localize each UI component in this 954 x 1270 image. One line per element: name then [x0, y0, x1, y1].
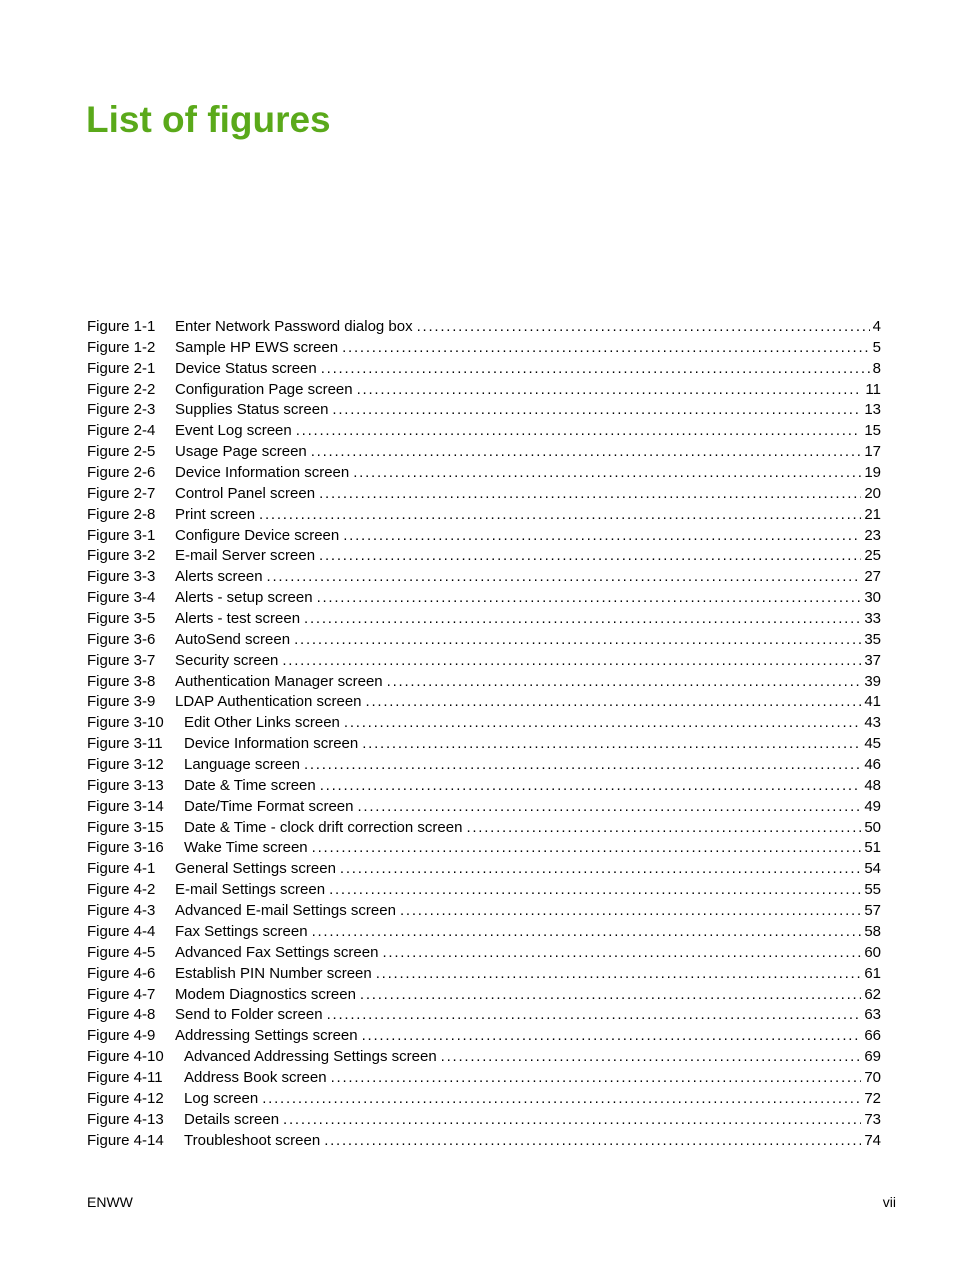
figure-page-number[interactable]: 69	[864, 1048, 881, 1066]
dot-leader	[282, 651, 861, 672]
footer-page-number: vii	[882, 1194, 896, 1210]
figure-entry[interactable]	[87, 505, 881, 526]
figure-page-number[interactable]: 45	[864, 735, 881, 753]
figure-entry[interactable]	[87, 776, 881, 797]
figure-entry[interactable]	[87, 380, 881, 401]
figure-label: Figure 4-5	[87, 943, 156, 961]
figure-page-number[interactable]: 20	[864, 484, 881, 502]
figure-title[interactable]: Details screen	[184, 1110, 280, 1128]
figure-entry[interactable]	[87, 1089, 881, 1110]
figure-label: Figure 4-11	[87, 1068, 163, 1086]
figure-page-number[interactable]: 58	[864, 922, 881, 940]
figure-title[interactable]: Usage Page screen	[175, 443, 307, 461]
figure-label: Figure 4-9	[87, 1027, 156, 1045]
figure-label: Figure 4-12	[87, 1089, 164, 1107]
figure-page-number[interactable]: 8	[872, 359, 881, 377]
figure-page-number[interactable]: 62	[864, 985, 881, 1003]
figure-page-number[interactable]: 39	[864, 672, 881, 690]
figure-title[interactable]: Wake Time screen	[184, 839, 308, 857]
figure-label: Figure 3-13	[87, 776, 164, 794]
figure-title[interactable]: Sample HP EWS screen	[175, 338, 339, 356]
dot-leader	[321, 359, 870, 380]
figure-page-number[interactable]: 17	[864, 443, 881, 461]
figure-title[interactable]: E-mail Settings screen	[175, 881, 326, 899]
dot-leader	[317, 588, 862, 609]
figure-label: Figure 3-14	[87, 797, 164, 815]
figure-label: Figure 3-5	[87, 610, 156, 628]
figure-label: Figure 3-16	[87, 839, 164, 857]
page-title: List of figures	[86, 99, 331, 140]
figure-label: Figure 3-12	[87, 756, 164, 774]
figure-label: Figure 3-11	[87, 735, 163, 753]
figure-title[interactable]: Advanced Fax Settings screen	[175, 943, 379, 961]
figure-entry[interactable]	[87, 317, 881, 338]
dot-leader	[294, 630, 861, 651]
figure-title[interactable]: Device Information screen	[175, 464, 350, 482]
figure-entry[interactable]	[87, 755, 881, 776]
dot-leader	[259, 505, 861, 526]
footer-left-text: ENWW	[87, 1194, 133, 1210]
figure-label: Figure 3-2	[87, 547, 156, 565]
figure-label: Figure 4-4	[87, 922, 156, 940]
figure-title[interactable]: Advanced E-mail Settings screen	[175, 902, 396, 920]
figure-label: Figure 3-3	[87, 568, 156, 586]
figure-title[interactable]: Print screen	[175, 505, 256, 523]
figure-page-number[interactable]: 70	[864, 1068, 881, 1086]
figure-page-number[interactable]: 54	[864, 860, 881, 878]
figure-page-number[interactable]: 5	[872, 338, 881, 356]
figure-title[interactable]: Security screen	[175, 651, 279, 669]
figure-page-number[interactable]: 35	[864, 630, 881, 648]
dot-leader	[331, 1068, 862, 1089]
figure-title[interactable]: Enter Network Password dialog box	[175, 318, 413, 335]
dot-leader	[387, 672, 862, 693]
figure-title[interactable]: Configure Device screen	[175, 526, 340, 544]
figure-page-number[interactable]: 74	[864, 1131, 881, 1149]
figure-title[interactable]: Modem Diagnostics screen	[175, 985, 356, 1003]
figure-title[interactable]: Log screen	[184, 1089, 259, 1107]
figure-label: Figure 2-6	[87, 464, 156, 482]
dot-leader	[311, 442, 862, 463]
figure-list	[87, 317, 881, 1151]
figure-label: Figure 3-6	[87, 630, 156, 648]
figure-page-number[interactable]: 66	[864, 1027, 881, 1045]
figure-entry[interactable]	[87, 1005, 881, 1026]
figure-entry[interactable]	[87, 838, 881, 859]
dot-leader	[357, 380, 863, 401]
figure-entry[interactable]	[87, 567, 881, 588]
dot-leader	[304, 609, 861, 630]
figure-title[interactable]: Alerts - test screen	[175, 610, 301, 628]
figure-page-number[interactable]: 19	[864, 464, 881, 482]
figure-page-number[interactable]: 63	[864, 1006, 881, 1024]
figure-label: Figure 4-1	[87, 860, 156, 878]
figure-page-number[interactable]: 33	[864, 610, 881, 628]
figure-page-number[interactable]: 72	[864, 1089, 881, 1107]
figure-title[interactable]: Alerts - setup screen	[175, 589, 313, 607]
dot-leader	[441, 1047, 862, 1068]
figure-title[interactable]: Troubleshoot screen	[184, 1131, 321, 1149]
figure-title[interactable]: Alerts screen	[175, 568, 263, 586]
figure-title[interactable]: Event Log screen	[175, 422, 292, 440]
figure-entry[interactable]	[87, 421, 881, 442]
figure-label: Figure 4-3	[87, 902, 156, 920]
figure-entry[interactable]	[87, 985, 881, 1006]
figure-page-number[interactable]: 57	[864, 902, 881, 920]
figure-entry[interactable]	[87, 818, 881, 839]
figure-entry[interactable]	[87, 859, 881, 880]
dot-leader	[312, 838, 862, 859]
dot-leader	[319, 484, 861, 505]
dot-leader	[360, 985, 861, 1006]
figure-title[interactable]: General Settings screen	[175, 860, 336, 878]
figure-label: Figure 4-2	[87, 881, 156, 899]
figure-page-number[interactable]: 60	[864, 943, 881, 961]
figure-title[interactable]: Address Book screen	[184, 1068, 327, 1086]
figure-entry[interactable]	[87, 1068, 881, 1089]
figure-label: Figure 2-3	[87, 401, 156, 419]
figure-title[interactable]: Supplies Status screen	[175, 401, 329, 419]
figure-entry[interactable]	[87, 964, 881, 985]
figure-page-number[interactable]: 41	[864, 693, 881, 711]
figure-page-number[interactable]: 73	[864, 1110, 881, 1128]
figure-page-number[interactable]: 4	[872, 318, 881, 335]
figure-entry[interactable]	[87, 400, 881, 421]
figure-entry[interactable]	[87, 546, 881, 567]
figure-page-number[interactable]: 27	[864, 568, 881, 586]
figure-page-number[interactable]: 15	[864, 422, 881, 440]
dot-leader	[340, 859, 861, 880]
figure-page-number[interactable]: 25	[864, 547, 881, 565]
dot-leader	[327, 1005, 862, 1026]
figure-title[interactable]: Date/Time Format screen	[184, 797, 354, 815]
figure-label: Figure 2-5	[87, 443, 156, 461]
figure-title[interactable]: Configuration Page screen	[175, 380, 353, 398]
figure-page-number[interactable]: 43	[864, 714, 881, 732]
figure-title[interactable]: Advanced Addressing Settings screen	[184, 1048, 437, 1066]
figure-page-number[interactable]: 51	[864, 839, 881, 857]
figure-title[interactable]: Fax Settings screen	[175, 922, 308, 940]
dot-leader	[376, 964, 862, 985]
dot-leader	[362, 1026, 862, 1047]
figure-page-number[interactable]: 50	[864, 818, 881, 836]
figure-entry[interactable]	[87, 1131, 881, 1152]
figure-label: Figure 4-10	[87, 1048, 164, 1066]
figure-entry[interactable]	[87, 609, 881, 630]
dot-leader	[267, 567, 862, 588]
figure-page-number[interactable]: 37	[864, 651, 881, 669]
figure-page-number[interactable]: 11	[865, 380, 881, 398]
figure-page-number[interactable]: 55	[864, 881, 881, 899]
figure-page-number[interactable]: 30	[864, 589, 881, 607]
figure-title[interactable]: E-mail Server screen	[175, 547, 316, 565]
figure-label: Figure 1-2	[87, 338, 156, 356]
figure-title[interactable]: Date & Time - clock drift correction screen	[184, 818, 463, 836]
figure-label: Figure 3-1	[87, 526, 156, 544]
dot-leader	[362, 734, 861, 755]
figure-label: Figure 4-6	[87, 964, 156, 982]
dot-leader	[342, 338, 870, 359]
figure-title[interactable]: Device Information screen	[184, 735, 359, 753]
figure-label: Figure 3-9	[87, 693, 156, 711]
figure-label: Figure 3-10	[87, 714, 164, 732]
figure-title[interactable]: AutoSend screen	[175, 630, 291, 648]
figure-page-number[interactable]: 23	[864, 526, 881, 544]
figure-entry[interactable]	[87, 734, 881, 755]
dot-leader	[353, 463, 861, 484]
figure-entry[interactable]	[87, 692, 881, 713]
figure-entry[interactable]	[87, 943, 881, 964]
figure-label: Figure 2-8	[87, 505, 156, 523]
figure-entry[interactable]	[87, 484, 881, 505]
figure-page-number[interactable]: 13	[864, 401, 881, 419]
figure-label: Figure 4-14	[87, 1131, 164, 1149]
figure-entry[interactable]	[87, 359, 881, 380]
figure-entry[interactable]	[87, 1026, 881, 1047]
figure-title[interactable]: Establish PIN Number screen	[175, 964, 372, 982]
dot-leader	[296, 421, 862, 442]
figure-title[interactable]: Send to Folder screen	[175, 1006, 323, 1024]
figure-title[interactable]: Device Status screen	[175, 359, 317, 377]
figure-page-number[interactable]: 48	[864, 776, 881, 794]
figure-label: Figure 3-7	[87, 651, 156, 669]
figure-entry[interactable]	[87, 588, 881, 609]
figure-entry[interactable]	[87, 442, 881, 463]
figure-label: Figure 2-4	[87, 422, 156, 440]
dot-leader	[332, 400, 861, 421]
figure-page-number[interactable]: 21	[864, 505, 881, 523]
figure-entry[interactable]	[87, 1047, 881, 1068]
dot-leader	[400, 901, 861, 922]
figure-entry[interactable]	[87, 672, 881, 693]
dot-leader	[283, 1110, 861, 1131]
figure-page-number[interactable]: 46	[864, 756, 881, 774]
figure-title[interactable]: Addressing Settings screen	[175, 1027, 358, 1045]
dot-leader	[324, 1131, 861, 1152]
dot-leader	[358, 797, 862, 818]
dot-leader	[466, 818, 861, 839]
figure-title[interactable]: LDAP Authentication screen	[175, 693, 362, 711]
dot-leader	[304, 755, 861, 776]
figure-entry[interactable]	[87, 901, 881, 922]
figure-label: Figure 2-2	[87, 380, 156, 398]
figure-page-number[interactable]: 49	[864, 797, 881, 815]
figure-entry[interactable]	[87, 797, 881, 818]
figure-title[interactable]: Edit Other Links screen	[184, 714, 340, 732]
dot-leader	[319, 546, 861, 567]
dot-leader	[329, 880, 861, 901]
figure-label: Figure 3-15	[87, 818, 164, 836]
figure-entry[interactable]	[87, 880, 881, 901]
figure-title[interactable]: Language screen	[184, 756, 300, 774]
figure-entry[interactable]	[87, 463, 881, 484]
figure-entry[interactable]	[87, 1110, 881, 1131]
figure-label: Figure 2-7	[87, 484, 156, 502]
dot-leader	[312, 922, 862, 943]
figure-title[interactable]: Control Panel screen	[175, 484, 316, 502]
figure-label: Figure 2-1	[87, 359, 156, 377]
figure-label: Figure 3-4	[87, 589, 156, 607]
dot-leader	[343, 526, 861, 547]
dot-leader	[262, 1089, 861, 1110]
figure-entry[interactable]	[87, 922, 881, 943]
figure-label: Figure 3-8	[87, 672, 156, 690]
figure-entry[interactable]	[87, 338, 881, 359]
figure-label: Figure 1-1	[87, 318, 156, 335]
figure-page-number[interactable]: 61	[864, 964, 881, 982]
figure-entry[interactable]	[87, 713, 881, 734]
figure-label: Figure 4-13	[87, 1110, 164, 1128]
figure-entry[interactable]	[87, 651, 881, 672]
dot-leader	[320, 776, 862, 797]
dot-leader	[344, 713, 861, 734]
figure-title[interactable]: Date & Time screen	[184, 776, 316, 794]
figure-label: Figure 4-7	[87, 985, 156, 1003]
dot-leader	[382, 943, 861, 964]
dot-leader	[366, 692, 862, 713]
figure-entry[interactable]	[87, 526, 881, 547]
dot-leader	[417, 317, 870, 338]
figure-entry[interactable]	[87, 630, 881, 651]
figure-title[interactable]: Authentication Manager screen	[175, 672, 383, 690]
figure-label: Figure 4-8	[87, 1006, 156, 1024]
